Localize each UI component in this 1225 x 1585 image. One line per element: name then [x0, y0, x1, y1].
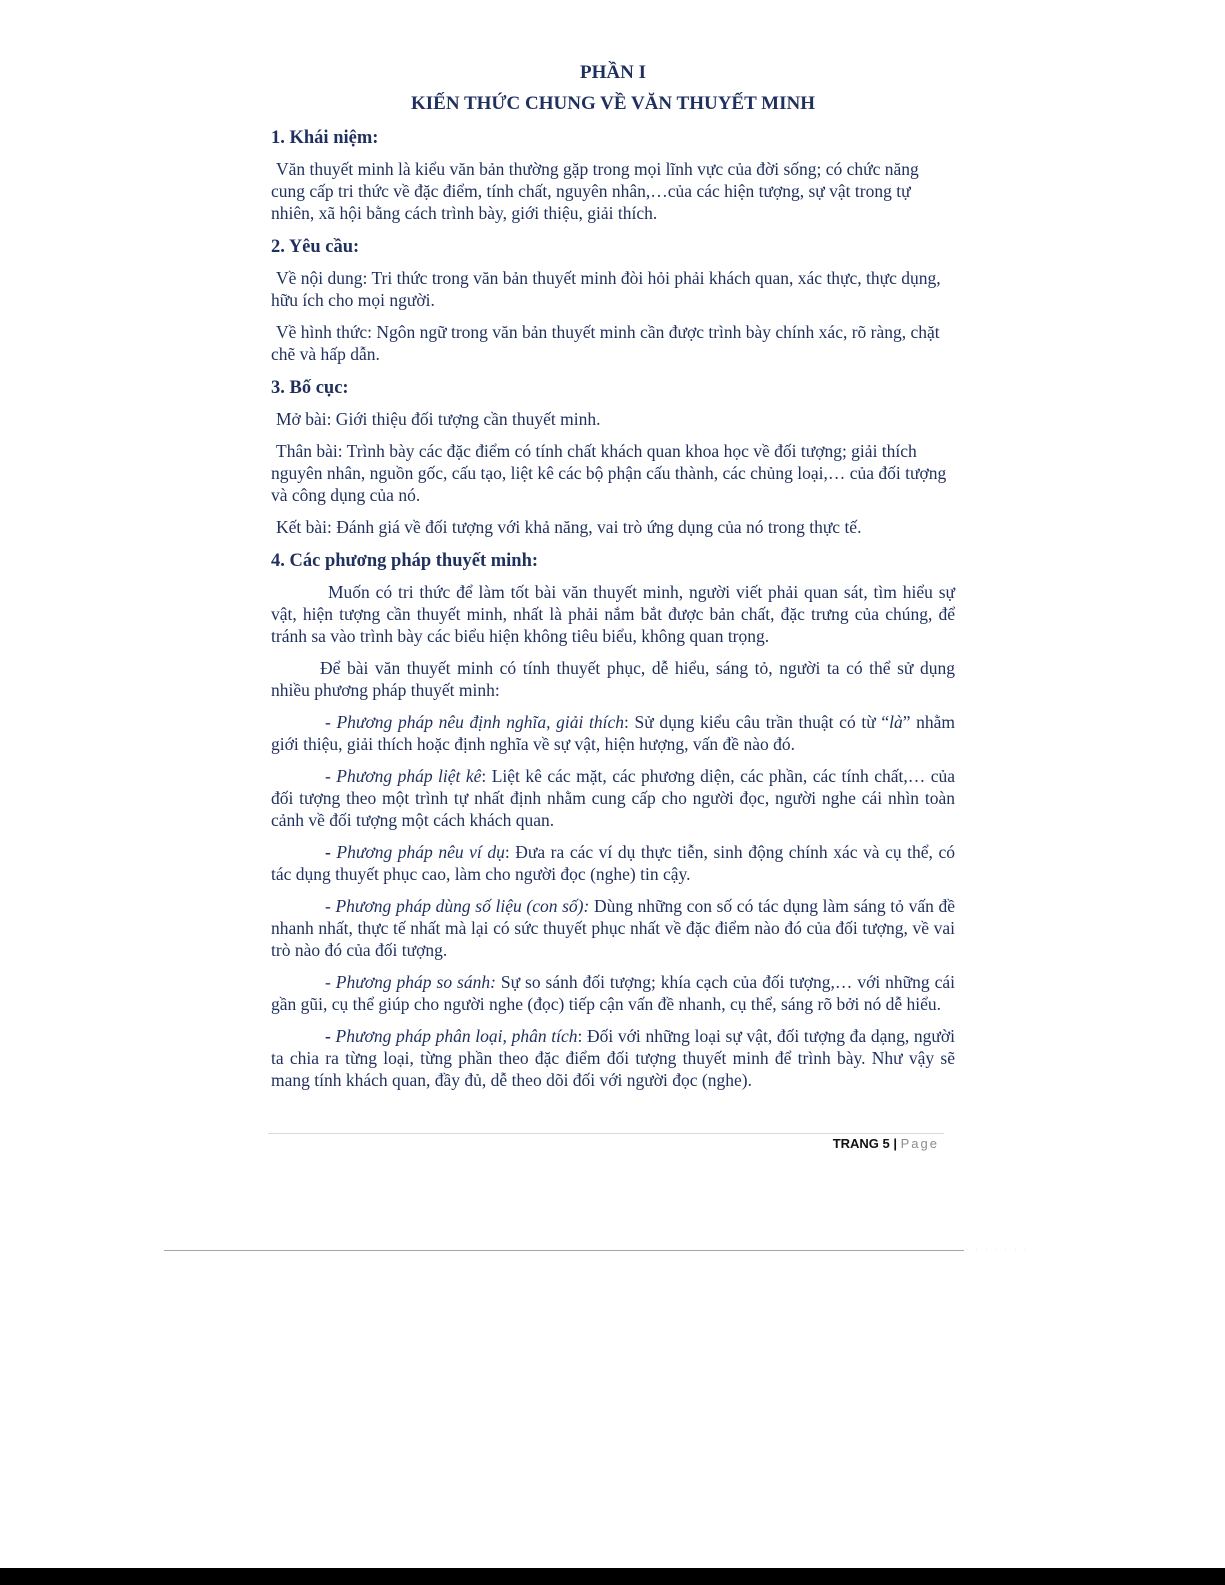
- document-page: [271, 58, 955, 1101]
- section-heading-requirements: 2. Yêu cầu:: [271, 237, 360, 257]
- section-heading-concept: 1. Khái niệm:: [271, 128, 379, 148]
- method-italic-word: là: [889, 712, 903, 732]
- method-dash: -: [325, 766, 337, 786]
- method-dash: -: [325, 896, 336, 916]
- page-number: TRANG 5: [832, 1136, 890, 1151]
- paragraph: Về nội dung: Tri thức trong văn bản thuyết minh đòi hỏi phải khách quan, xác thực, thực dụng, hữu ích cho mọi người.: [271, 268, 941, 310]
- method-name: Phương pháp liệt kê: [336, 766, 482, 786]
- method-name: Phương pháp phân loại, phân tích: [335, 1026, 578, 1046]
- paragraph: Văn thuyết minh là kiểu văn bản thường gặp trong mọi lĩnh vực của đời sống; có chức năng cung cấp tri thức về đặc điểm, tính chất, nguyên nhân,…của các hiện tượng, sự vật trong tự nhiên, xã hội bằng cách trình bày, giới thiệu, giải thích.: [271, 159, 919, 223]
- method-text: Sự so sánh đối tượng; khía cạch của đối tượng,… với những cái gần gũi, cụ thể giúp cho người nghe (đọc) tiếp cận vấn đề nhanh, cụ thể, sáng rõ bởi nó dễ hiểu.: [271, 972, 955, 1014]
- paragraph: Mở bài: Giới thiệu đối tượng cần thuyết minh.: [276, 409, 601, 429]
- section-heading-methods: 4. Các phương pháp thuyết minh:: [271, 551, 539, 571]
- method-item: [271, 971, 955, 1015]
- part-heading: PHẦN I: [580, 62, 646, 83]
- paragraph: Muốn có tri thức để làm tốt bài văn thuyết minh, người viết phải quan sát, tìm hiểu sự vật, hiện tượng cần thuyết minh, nhất là phải nắm bắt được bản chất, đặc trưng của chúng, để tránh sa vào trình bày các biểu hiện không tiêu biểu, không quan trọng.: [271, 582, 955, 646]
- page-break-marker: · · · · · · ·: [966, 1247, 1029, 1253]
- method-text: : Đưa ra các ví dụ thực tiễn, sinh động chính xác và cụ thể, có tác dụng thuyết phục cao, làm cho người đọc (nghe) tin cậy.: [271, 842, 955, 884]
- method-dash: -: [325, 712, 337, 732]
- method-dash: -: [325, 1026, 336, 1046]
- method-name: Phương pháp so sánh:: [335, 972, 496, 992]
- method-item: [271, 1025, 955, 1091]
- bottom-bar: [0, 1568, 1225, 1585]
- method-text: : Sử dụng kiểu câu trần thuật có từ “: [624, 712, 890, 732]
- method-text: : Đối với những loại sự vật, đối tượng đa dạng, người ta chia ra từng loại, từng phần theo đặc điểm đối tượng thuyết minh để trình bày. Như vậy sẽ mang tính khách quan, đầy đủ, dễ theo dõi đối với người đọc (nghe).: [271, 1026, 956, 1090]
- paragraph: Kết bài: Đánh giá về đối tượng với khả năng, vai trò ứng dụng của nó trong thực tế.: [276, 517, 862, 537]
- method-dash: -: [325, 972, 336, 992]
- paragraph: Về hình thức: Ngôn ngữ trong văn bản thuyết minh cần được trình bày chính xác, rõ ràng, chặt chẽ và hấp dẫn.: [271, 322, 940, 364]
- method-dash: -: [325, 842, 337, 862]
- method-name: Phương pháp nêu định nghĩa, giải thích: [336, 712, 624, 732]
- method-item: [271, 765, 955, 831]
- footer-separator: |: [889, 1136, 901, 1151]
- method-text: : Liệt kê các mặt, các phương diện, các phần, các tính chất,… của đối tượng theo một trình tự nhất định nhằm cung cấp cho người đọc, người nghe cái nhìn toàn cảnh về đối tượng một cách khách quan.: [271, 766, 955, 830]
- page-break-line: [164, 1250, 964, 1251]
- footer-divider: [268, 1133, 944, 1134]
- method-name: Phương pháp dùng số liệu (con số):: [335, 896, 590, 916]
- paragraph: Để bài văn thuyết minh có tính thuyết phục, dễ hiểu, sáng tỏ, người ta có thể sử dụng nhiều phương pháp thuyết minh:: [271, 658, 955, 700]
- method-text: ” nhằm giới thiệu, giải thích hoặc định nghĩa về sự vật, hiện hượng, vấn đề nào đó.: [271, 712, 956, 754]
- section-heading-layout: 3. Bố cục:: [271, 378, 349, 398]
- method-item: [271, 895, 955, 961]
- paragraph: Thân bài: Trình bày các đặc điểm có tính chất khách quan khoa học về đối tượng; giải thích nguyên nhân, nguồn gốc, cấu tạo, liệt kê các bộ phận cấu thành, các chủng loại,… của đối tượng và công dụng của nó.: [271, 441, 947, 505]
- document-title: KIẾN THỨC CHUNG VỀ VĂN THUYẾT MINH: [411, 93, 815, 114]
- page-footer: [271, 1136, 939, 1152]
- method-name: Phương pháp nêu ví dụ: [336, 842, 505, 862]
- page-word: Page: [900, 1136, 939, 1151]
- method-item: [271, 841, 955, 885]
- method-item: [271, 711, 955, 755]
- method-text: Dùng những con số có tác dụng làm sáng tỏ vấn đề nhanh nhất, thực tế nhất mà lại có sức thuyết phục nhất về đặc điểm nào đó của đối tượng, về vai trò nào đó của đối tượng.: [271, 896, 955, 960]
